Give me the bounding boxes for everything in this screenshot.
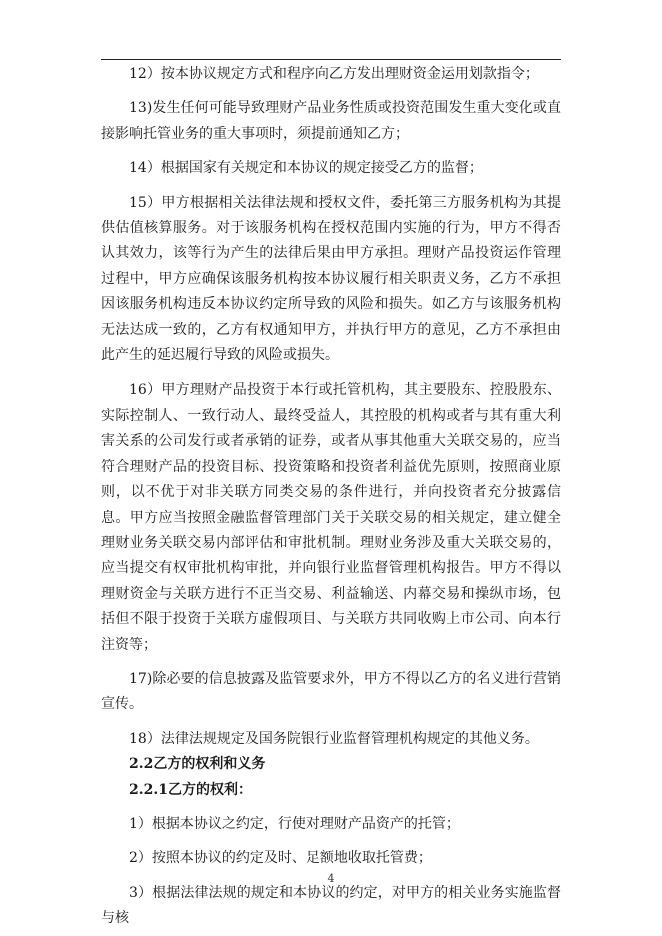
clause-17: 17)除必要的信息披露及监管要求外，甲方不得以乙方的名义进行营销宣传。 [101,670,561,713]
header-rule [101,59,561,60]
page-body [101,62,561,932]
clause-16: 16）甲方理财产品投资于本行或托管机构，其主要股东、控股股东、实际控制人、一致行动人、最终受益人，其控股的机构或者与其有重大利害关系的公司发行或者承销的证券，或者从事其他重大关联交易的，应当符合理财产品的投资目标、投资策略和投资者利益优先原则，按照商业原则，以不优于对非关联方同类交易的条件进行，并向投资者充分披露信息。甲方应当按照金融监督管理部门关于关联交易的相关规定，建立健全理财业务关联交易内部评估和审批机制。理财业务涉及重大关联交易的，应当提交有权审批机构审批，并向银行业监督管理机构报告。甲方不得以理财资金与关联方进行不正当交易、利益输送、内幕交易和操纵市场，包括但不限于投资于关联方虚假项目、与关联方共同收购上市公司、向本行注资等； [101,382,561,653]
page-number: 4 [327,872,335,885]
section-heading: 2.2乙方的权利和义务 [129,756,266,773]
clause-12: 12）按本协议规定方式和程序向乙方发出理财资金运用划款指令； [129,66,539,82]
right-2: 2）按照本协议的约定及时、足额地收取托管费； [129,850,432,867]
clause-13: 13)发生任何可能导致理财产品业务性质或投资范围发生重大变化或直接影响托管业务的重大事项时，须提前通知乙方； [101,100,561,142]
clause-15: 15）甲方根据相关法律法规和授权文件，委托第三方服务机构为其提供估值核算服务。对于该服务机构在授权范围内实施的行为，甲方不得否认其效力，该等行为产生的法律后果由甲方承担。理财产品投资运作管理过程中，甲方应确保该服务机构按本协议履行相关职责义务，乙方不承担因该服务机构违反本协议约定所导致的风险和损失。如乙方与该服务机构无法达成一致的，乙方有权通知甲方，并执行甲方的意见，乙方不承担由此产生的延迟履行导致的风险或损失。 [101,194,561,364]
right-1: 1）根据本协议之约定，行使对理财产品资产的托管； [129,815,460,832]
subsection-heading: 2.2.1乙方的权利： [129,781,252,798]
right-3: 3）根据法律法规的规定和本协议的约定，对甲方的相关业务实施监督与核 [101,884,561,927]
clause-14: 14）根据国家有关规定和本协议的规定接受乙方的监督； [129,160,483,177]
clause-18: 18）法律法规规定及国务院银行业监督管理机构规定的其他义务。 [129,730,539,747]
